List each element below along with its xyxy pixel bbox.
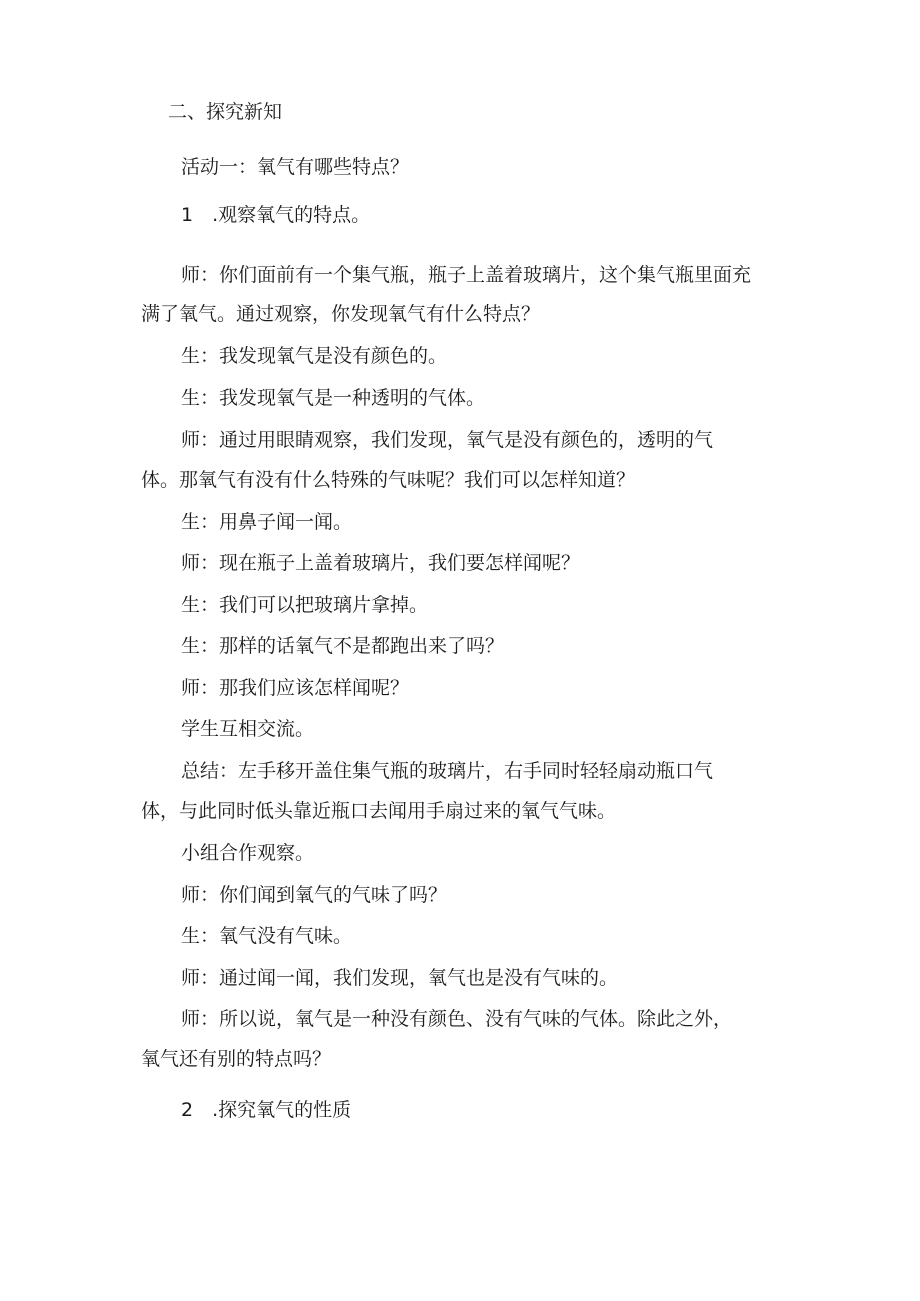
paragraph-line: 师：所以说，氧气是一种没有颜色、没有气味的气体。除此之外， xyxy=(181,1008,733,1030)
paragraph-line: 小组合作观察。 xyxy=(181,842,315,864)
paragraph-line: 氧气还有别的特点吗？ xyxy=(141,1048,332,1070)
paragraph-line: 生：我发现氧气是一种透明的气体。 xyxy=(181,387,486,409)
paragraph-line: 总结：左手移开盖住集气瓶的玻璃片，右手同时轻轻扇动瓶口气 xyxy=(181,760,714,782)
paragraph-line: 学生互相交流。 xyxy=(181,718,315,740)
section-heading: 二、探究新知 xyxy=(168,101,283,123)
paragraph-line: 生：那样的话氧气不是都跑出来了吗？ xyxy=(181,635,505,657)
paragraph-line: 体，与此同时低头靠近瓶口去闻用手扇过来的氧气气味。 xyxy=(141,800,617,822)
paragraph-line: 生：氧气没有气味。 xyxy=(181,925,353,947)
paragraph-line: 师：你们面前有一个集气瓶，瓶子上盖着玻璃片，这个集气瓶里面充 xyxy=(181,264,752,286)
subsection-heading-properties: 2 .探究氧气的性质 xyxy=(181,1099,352,1121)
activity-title: 活动一：氧气有哪些特点？ xyxy=(181,156,410,178)
paragraph-line: 体。那氧气有没有什么特殊的气味呢？我们可以怎样知道？ xyxy=(141,469,636,491)
paragraph-line: 满了氧气。通过观察，你发现氧气有什么特点？ xyxy=(141,303,541,325)
paragraph-line: 师：通过用眼睛观察，我们发现，氧气是没有颜色的，透明的气 xyxy=(181,429,714,451)
paragraph-line: 师：通过闻一闻，我们发现，氧气也是没有气味的。 xyxy=(181,967,619,989)
paragraph-line: 生：我发现氧气是没有颜色的。 xyxy=(181,345,448,367)
paragraph-line: 师：现在瓶子上盖着玻璃片，我们要怎样闻呢？ xyxy=(181,552,581,574)
paragraph-line: 生：我们可以把玻璃片拿掉。 xyxy=(181,594,429,616)
paragraph-line: 师：那我们应该怎样闻呢？ xyxy=(181,677,410,699)
paragraph-line: 师：你们闻到氧气的气味了吗？ xyxy=(181,884,448,906)
paragraph-line: 生：用鼻子闻一闻。 xyxy=(181,511,353,533)
subsection-heading-observe: 1 .观察氧气的特点。 xyxy=(181,204,371,226)
